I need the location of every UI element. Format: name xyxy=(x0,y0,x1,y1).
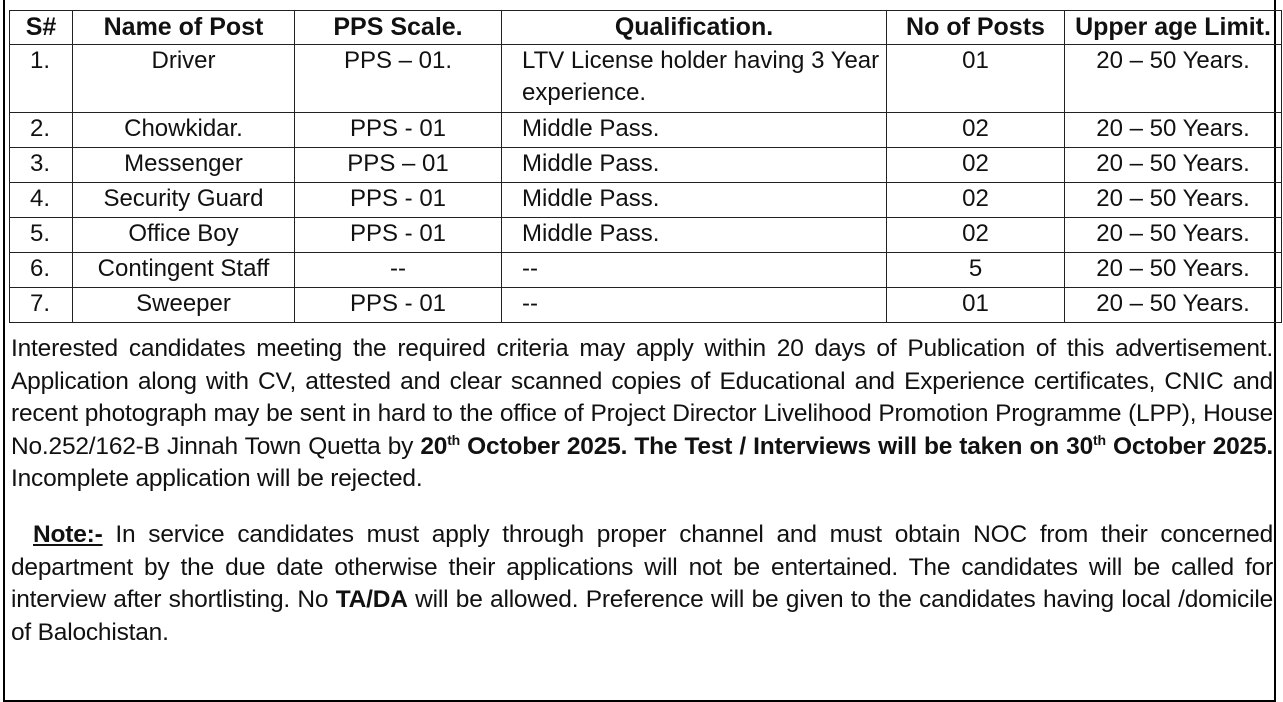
header-age-limit: Upper age Limit. xyxy=(1065,11,1282,45)
row-scale: PPS - 01 xyxy=(295,113,502,148)
instructions-text: Interested candidates meeting the required criteria may apply within 20 days of Publication of this advertisement. Application along with CV, attested and clear scanned copies of Educational and Experience certificates, CNIC and recent photograph may be sent in hard to the office of Project Director Livelihood Promotion Programme (LPP), House No.252/162-B Jinnah Town Quetta by xyxy=(11,335,1273,460)
row-qualification: Middle Pass. xyxy=(502,218,887,253)
row-qualification: -- xyxy=(502,288,887,323)
table-row xyxy=(10,45,1282,113)
row-qualification: Middle Pass. xyxy=(502,148,887,183)
table-row xyxy=(10,148,1282,183)
row-scale: PPS - 01 xyxy=(295,218,502,253)
row-age: 20 – 50 Years. xyxy=(1065,288,1282,323)
row-posts: 02 xyxy=(887,113,1065,148)
table-row xyxy=(10,113,1282,148)
deadline-rest: October 2025. xyxy=(460,432,628,460)
application-instructions xyxy=(11,333,1273,496)
note-label: Note:- xyxy=(33,521,103,548)
row-posts: 5 xyxy=(887,253,1065,288)
row-post: Chowkidar. xyxy=(73,113,295,148)
row-age: 20 – 50 Years. xyxy=(1065,45,1282,113)
row-qualification: LTV License holder having 3 Year experience. xyxy=(502,45,887,113)
closing-text: Incomplete application will be rejected. xyxy=(11,465,423,493)
header-pps-scale: PPS Scale. xyxy=(295,11,502,45)
row-posts: 01 xyxy=(887,45,1065,113)
row-posts: 02 xyxy=(887,148,1065,183)
row-qualification: Middle Pass. xyxy=(502,183,887,218)
table-row xyxy=(10,218,1282,253)
row-sn: 1. xyxy=(10,45,73,113)
row-post: Messenger xyxy=(73,148,295,183)
table-row xyxy=(10,183,1282,218)
deadline-day: 20 xyxy=(420,432,448,460)
table-header-row xyxy=(10,11,1282,45)
row-age: 20 – 50 Years. xyxy=(1065,253,1282,288)
row-scale: -- xyxy=(295,253,502,288)
row-scale: PPS - 01 xyxy=(295,183,502,218)
row-age: 20 – 50 Years. xyxy=(1065,218,1282,253)
row-sn: 4. xyxy=(10,183,73,218)
table-row xyxy=(10,288,1282,323)
row-post: Contingent Staff xyxy=(73,253,295,288)
note-text: In service candidates must apply through proper channel and must obtain NOC from their concerned department by the due date otherwise their applications will not be entertained. The candidates will be called for interview after shortlisting. No xyxy=(11,521,1273,614)
row-scale: PPS – 01 xyxy=(295,148,502,183)
deadline-date xyxy=(420,433,1273,460)
row-post: Office Boy xyxy=(73,218,295,253)
row-sn: 3. xyxy=(10,148,73,183)
header-no-of-posts: No of Posts xyxy=(887,11,1065,45)
row-sn: 2. xyxy=(10,113,73,148)
row-sn: 6. xyxy=(10,253,73,288)
row-scale: PPS - 01 xyxy=(295,288,502,323)
row-qualification: -- xyxy=(502,253,887,288)
tada-text: TA/DA xyxy=(335,586,408,614)
table-row xyxy=(10,253,1282,288)
row-age: 20 – 50 Years. xyxy=(1065,148,1282,183)
header-post-name: Name of Post xyxy=(73,11,295,45)
row-posts: 01 xyxy=(887,288,1065,323)
header-qualification: Qualification. xyxy=(502,11,887,45)
row-age: 20 – 50 Years. xyxy=(1065,113,1282,148)
row-scale: PPS – 01. xyxy=(295,45,502,113)
test-sup: th xyxy=(1093,431,1106,448)
deadline-sup: th xyxy=(447,431,461,448)
header-sn: S# xyxy=(10,11,73,45)
posts-table xyxy=(9,10,1282,323)
row-post: Security Guard xyxy=(73,183,295,218)
row-sn: 7. xyxy=(10,288,73,323)
row-sn: 5. xyxy=(10,218,73,253)
row-post: Sweeper xyxy=(73,288,295,323)
note-text-end: will be allowed. Preference will be given to the candidates having local /domicile of Balochistan. xyxy=(11,586,1273,646)
test-day: 30 xyxy=(1066,432,1094,460)
row-qualification: Middle Pass. xyxy=(502,113,887,148)
row-posts: 02 xyxy=(887,183,1065,218)
test-text: The Test / Interviews will be taken on xyxy=(627,432,1067,460)
row-age: 20 – 50 Years. xyxy=(1065,183,1282,218)
row-posts: 02 xyxy=(887,218,1065,253)
note-paragraph xyxy=(11,519,1273,649)
test-rest: October 2025. xyxy=(1105,432,1273,460)
row-post: Driver xyxy=(73,45,295,113)
